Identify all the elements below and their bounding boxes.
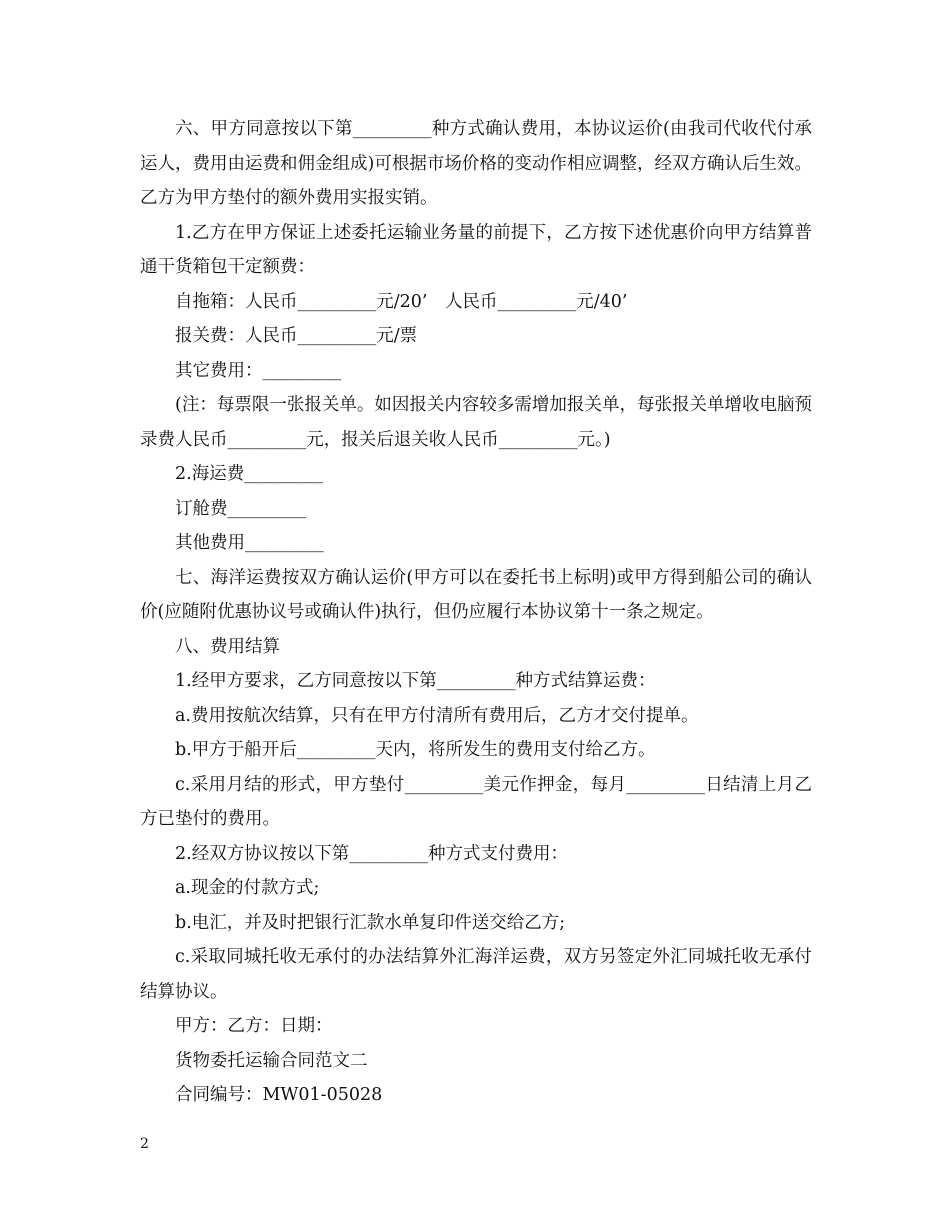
contract-number: 合同编号：MW01-05028: [175, 1085, 383, 1105]
payment-option-a: a.现金的付款方式;: [175, 878, 320, 898]
customs-note: (注：每票限一张报关单。如因报关内容较多需增加报关单，每张报关单增收电脑预录费人民币_________元，报关后退关收人民币_________元。): [140, 395, 812, 450]
page-number: 2: [140, 1136, 149, 1152]
customs-fee: 报关费：人民币_________元/票: [175, 326, 418, 346]
settlement-option-c: c.采用月结的形式，甲方垫付_________美元作押金，每月_________日结清上月乙方已垫付的费用。: [140, 774, 812, 829]
self-tow-box-fee: 自拖箱：人民币_________元/20’ 人民币_________元/40’: [175, 291, 628, 312]
ocean-freight-fee: 2.海运费_________: [175, 464, 323, 484]
clause-7-paragraph: 七、海洋运费按双方确认运价(甲方可以在委托书上标明)或甲方得到船公司的确认价(应随附优惠协议号或确认件)执行，但仍应履行本协议第十一条之规定。: [140, 567, 812, 622]
clause-8-item-2: 2.经双方协议按以下第_________种方式支付费用：: [175, 843, 568, 864]
clause-8-item-1: 1.经甲方要求，乙方同意按以下第_________种方式结算运费：: [175, 671, 656, 691]
other-fees: 其它费用：_________: [175, 360, 342, 381]
other-fees-2: 其他费用_________: [175, 533, 324, 553]
clause-6-item-1: 1.乙方在甲方保证上述委托运输业务量的前提下，乙方按下述优惠价向甲方结算普通干货箱包干定额费：: [140, 222, 812, 277]
settlement-option-a: a.费用按航次结算，只有在甲方付清所有费用后，乙方才交付提单。: [175, 705, 699, 726]
clause-8-heading: 八、费用结算: [175, 636, 280, 657]
payment-option-c: c.采取同城托收无承付的办法结算外汇海洋运费，双方另签定外汇同城托收无承付结算协议。: [140, 947, 812, 1002]
document-body: [140, 112, 812, 1113]
clause-6-paragraph: 六、甲方同意按以下第_________种方式确认费用，本协议运价(由我司代收代付承运人，费用由运费和佣金组成)可根据市场价格的变动作相应调整，经双方确认后生效。乙方为甲方垫付的额外费用实报实销。: [140, 119, 812, 208]
payment-option-b: b.电汇，并及时把银行汇款水单复印件送交给乙方;: [175, 912, 566, 933]
signature-line: 甲方：乙方：日期：: [175, 1016, 333, 1036]
sample-two-title: 货物委托运输合同范文二: [175, 1050, 368, 1071]
booking-fee: 订舱费_________: [175, 498, 307, 519]
settlement-option-b: b.甲方于船开后_________天内，将所发生的费用支付给乙方。: [175, 740, 656, 760]
